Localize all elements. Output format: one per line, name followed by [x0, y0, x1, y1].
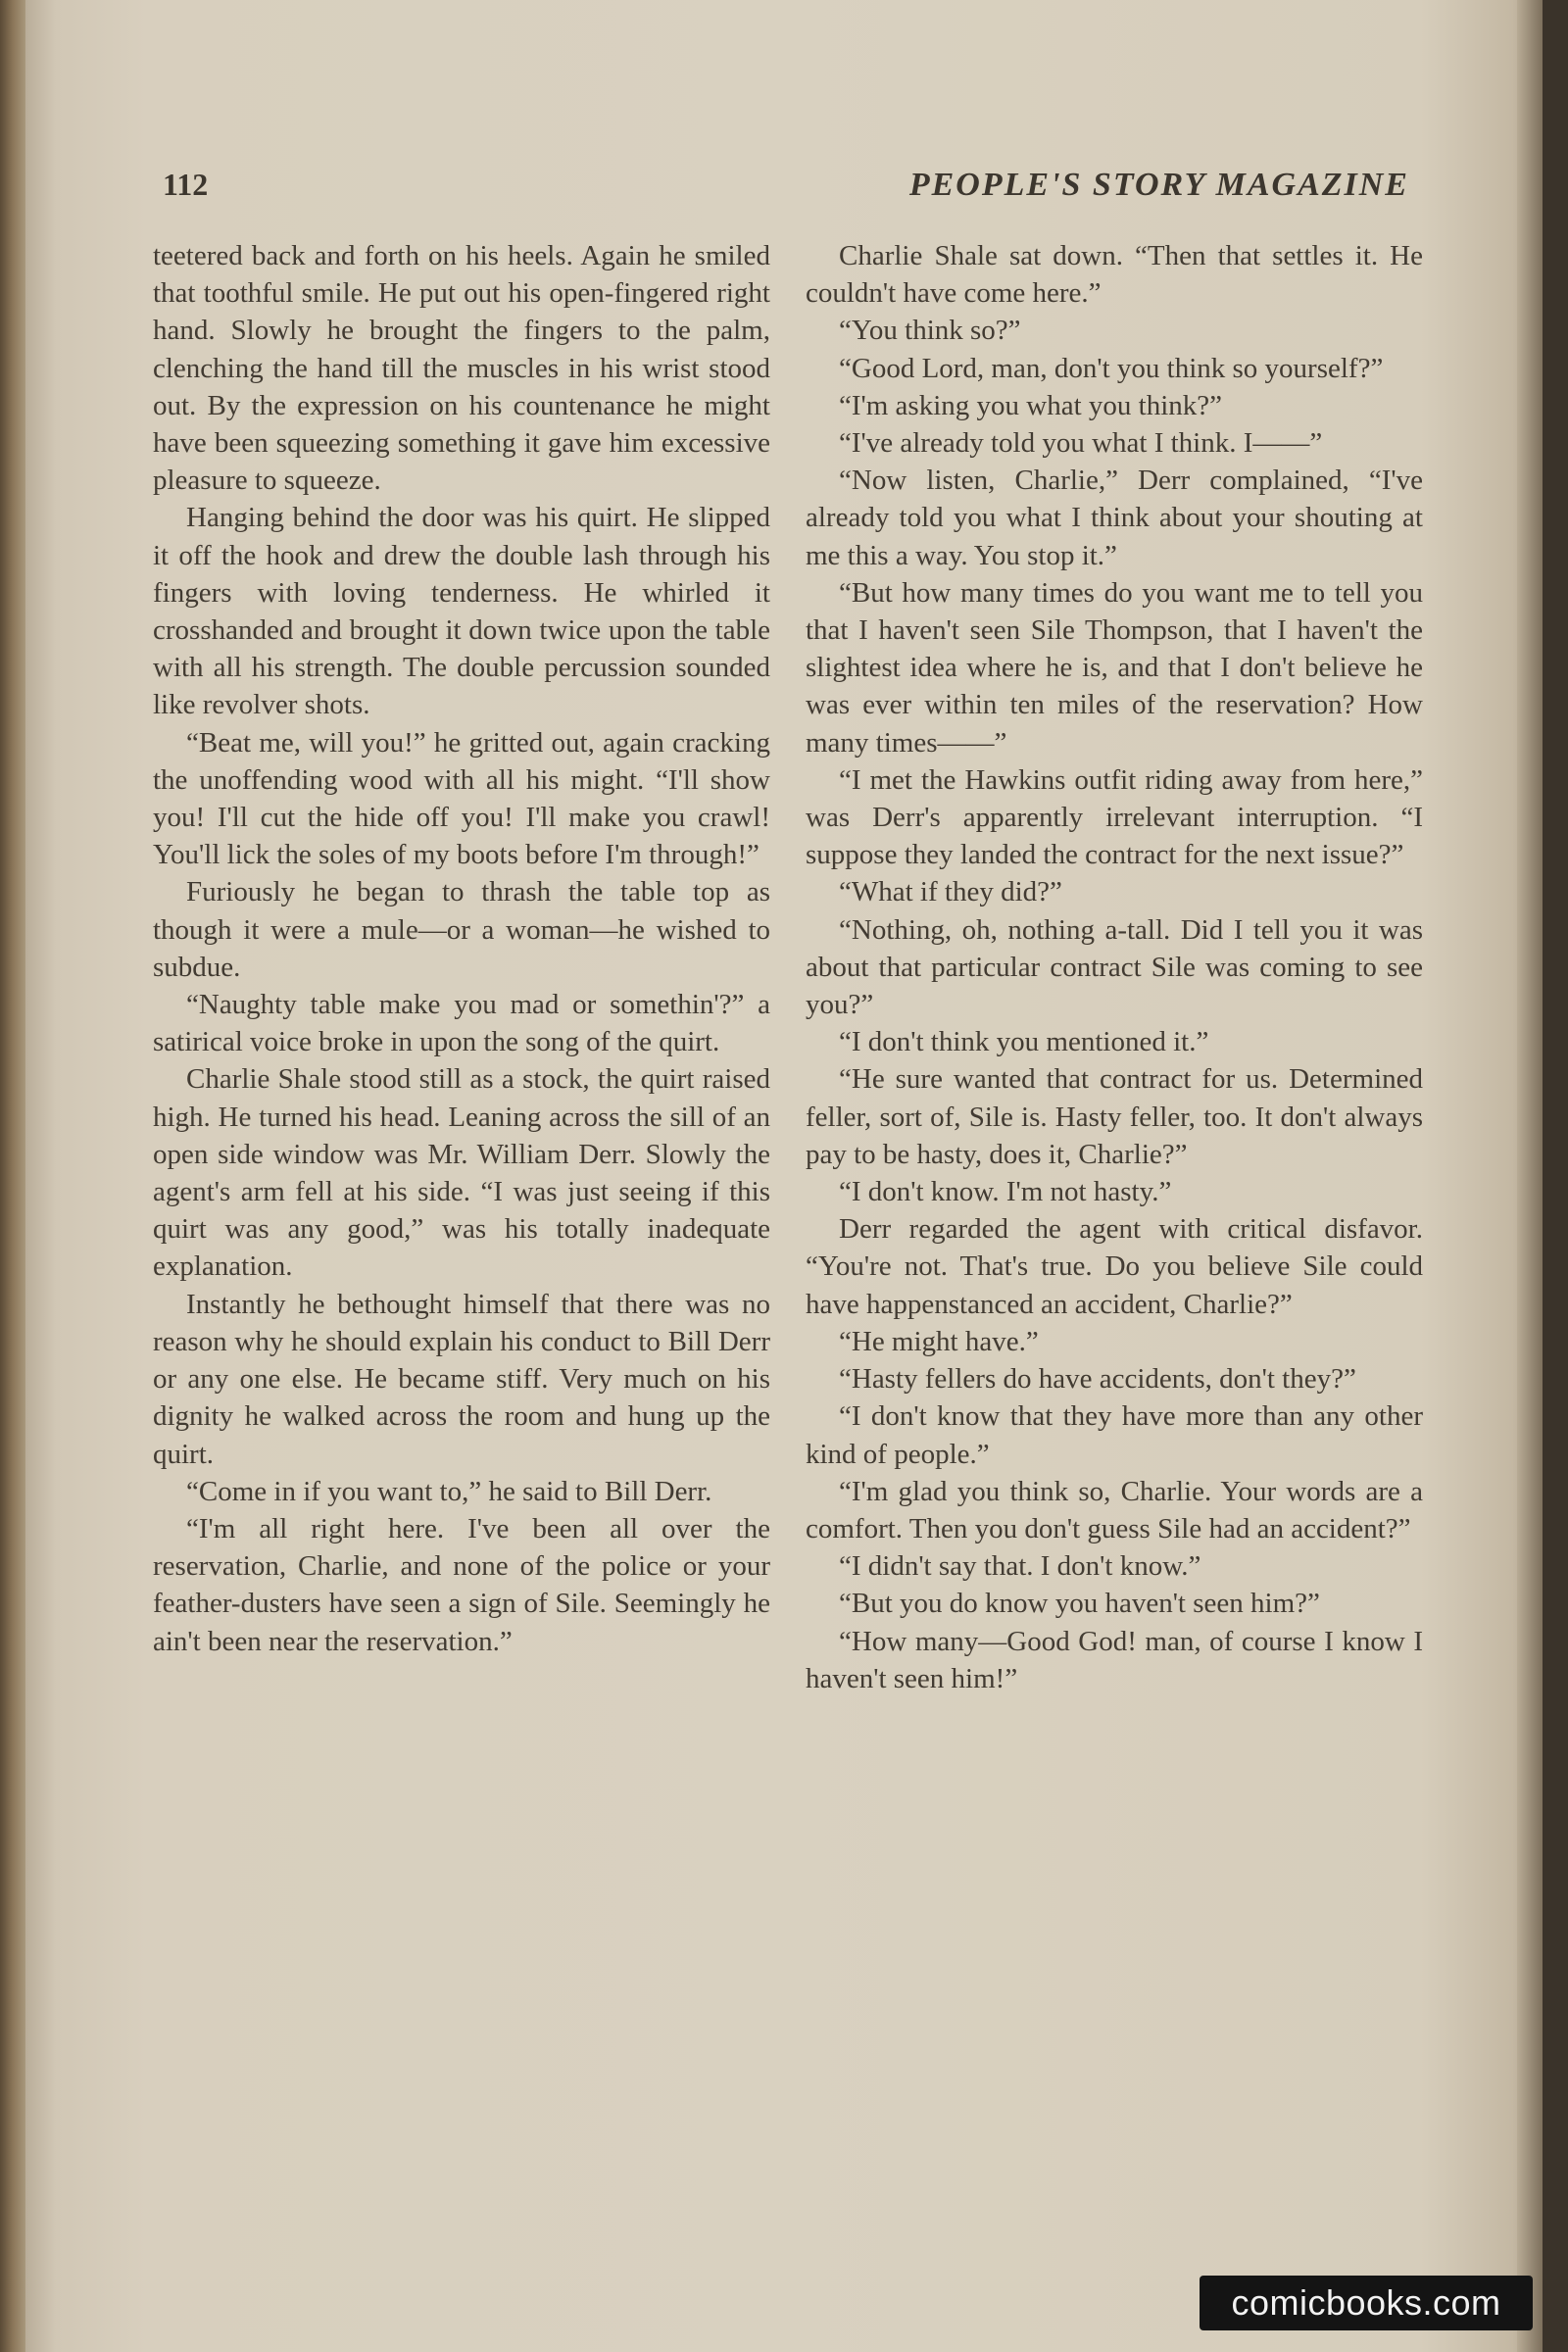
paragraph: teetered back and forth on his heels. Again he smiled that toothful smile. He put out his open-fingered right hand. Slowly he brought the fingers to the palm, clenching the hand till the muscles in his wrist stood out. By the expression on his countenance he might have been squeezing something it gave him excessive pleasure to squeeze.: [153, 240, 770, 497]
paragraph: “I didn't say that. I don't know.”: [839, 1550, 1201, 1583]
paragraph: “Now listen, Charlie,” Derr complained, “I've already told you what I think about your shouting at me this a way. You stop it.”: [806, 465, 1423, 571]
paragraph: Furiously he began to thrash the table top as though it were a mule—or a woman—he wished to subdue.: [153, 876, 770, 983]
page-number: 112: [163, 167, 209, 202]
paragraph: “I'm asking you what you think?”: [839, 389, 1223, 421]
paragraph: “I've already told you what I think. I——”: [839, 427, 1323, 460]
paragraph: “Nothing, oh, nothing a-tall. Did I tell you it was about that particular contract Sile was coming to see you?”: [806, 913, 1423, 1021]
paragraph: “You think so?”: [839, 315, 1021, 347]
paragraph: Derr regarded the agent with critical disfavor. “You're not. That's true. Do you believe Sile could have happenstanced an accident, Charlie?”: [806, 1213, 1423, 1320]
paragraph: “Good Lord, man, don't you think so yourself?”: [839, 352, 1384, 384]
watermark-badge: [1200, 2276, 1533, 2330]
paragraph: “Naughty table make you mad or somethin'?” a satirical voice broke in upon the song of the quirt.: [153, 989, 770, 1058]
right-text-column: [806, 237, 1423, 1697]
paragraph: “I'm glad you think so, Charlie. Your words are a comfort. Then you don't guess Sile had an accident?”: [806, 1475, 1423, 1544]
paragraph: Charlie Shale sat down. “Then that settles it. He couldn't have come here.”: [806, 240, 1423, 310]
paragraph: “What if they did?”: [839, 876, 1062, 908]
left-text-column: [153, 237, 770, 1660]
paragraph: “But how many times do you want me to tell you that I haven't seen Sile Thompson, that I haven't the slightest idea where he is, and that I don't believe he was ever within ten miles of the reservation? How many times——”: [806, 576, 1423, 759]
paragraph: “But you do know you haven't seen him?”: [839, 1588, 1320, 1620]
paragraph: “I don't know that they have more than any other kind of people.”: [806, 1400, 1423, 1470]
paragraph: “Come in if you want to,” he said to Bill Derr.: [186, 1475, 712, 1507]
magazine-title: PEOPLE'S STORY MAGAZINE: [908, 167, 1409, 203]
paragraph: Charlie Shale stood still as a stock, the quirt raised high. He turned his head. Leaning across the sill of an open side window was Mr. William Derr. Slowly the agent's arm fell at his side. “I was just seeing if this quirt was any good,” was his totally inadequate explanation.: [153, 1063, 770, 1283]
paragraph: “I'm all right here. I've been all over the reservation, Charlie, and none of the police or your feather-dusters have seen a sign of Sile. Seemingly he ain't been near the reservation.”: [153, 1512, 770, 1657]
book-spine: [0, 0, 25, 2352]
paragraph: “How many—Good God! man, of course I know I haven't seen him!”: [806, 1625, 1423, 1694]
watermark-text: comicbooks.com: [1231, 2282, 1501, 2323]
paragraph: “I don't think you mentioned it.”: [839, 1026, 1209, 1058]
paragraph: “I met the Hawkins outfit riding away from here,” was Derr's apparently irrelevant interruption. “I suppose they landed the contract for the next issue?”: [806, 763, 1423, 871]
paragraph: “He sure wanted that contract for us. Determined feller, sort of, Sile is. Hasty feller, too. It don't always pay to be hasty, does it, Charlie?”: [806, 1063, 1423, 1170]
paragraph: “Beat me, will you!” he gritted out, again cracking the unoffending wood with all his might. “I'll show you! I'll cut the hide off you! I'll make you crawl! You'll lick the soles of my boots before I'm through!”: [153, 726, 770, 871]
paragraph: Hanging behind the door was his quirt. He slipped it off the hook and drew the double lash through his fingers with loving tenderness. He whirled it crosshanded and brought it down twice upon the table with all his strength. The double percussion sounded like revolver shots.: [153, 502, 770, 721]
paragraph: “Hasty fellers do have accidents, don't they?”: [839, 1363, 1356, 1396]
paragraph: Instantly he bethought himself that there was no reason why he should explain his conduct to Bill Derr or any one else. He became stiff. Very much on his dignity he walked across the room and hung up the quirt.: [153, 1288, 770, 1470]
page-edge: [1517, 0, 1543, 2352]
page-header: [163, 167, 1409, 216]
paragraph: “I don't know. I'm not hasty.”: [839, 1176, 1172, 1208]
paragraph: “He might have.”: [839, 1325, 1039, 1357]
